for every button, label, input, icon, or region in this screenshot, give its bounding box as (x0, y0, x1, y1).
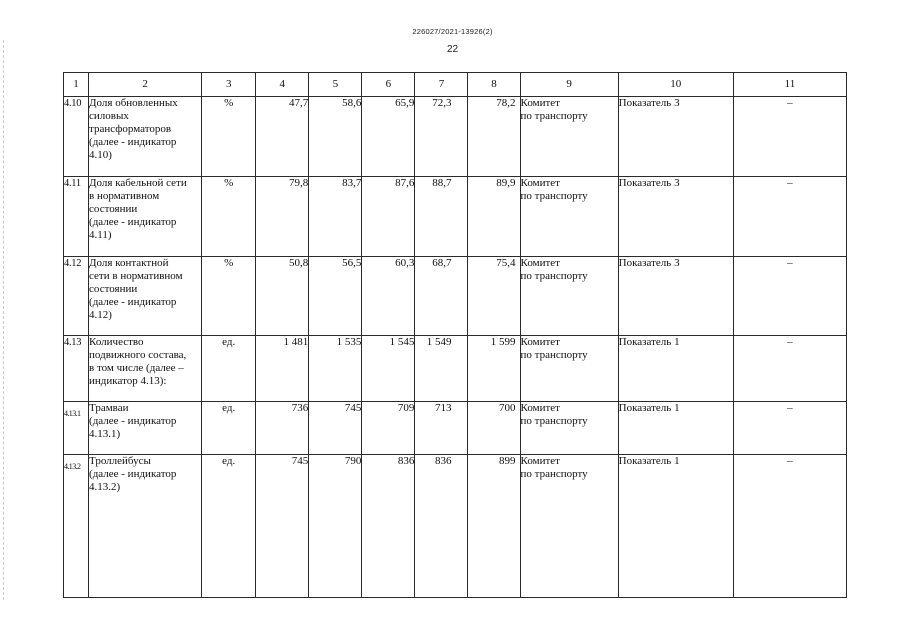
value-col8: 89,9 (468, 177, 520, 257)
column-header: 6 (362, 73, 415, 97)
row-number: 4.13.1 (64, 402, 89, 455)
table-row (64, 257, 847, 336)
indicator-ref: Показатель 1 (618, 336, 733, 402)
indicator-ref: Показатель 3 (618, 97, 733, 177)
column-header: 7 (415, 73, 468, 97)
column-header: 1 (64, 73, 89, 97)
unit: % (202, 257, 256, 336)
responsible: Комитет по транспорту (520, 402, 618, 455)
value-col4: 79,8 (256, 177, 309, 257)
row-number: 4.13.2 (64, 455, 89, 598)
indicator-name: Доля кабельной сети в нормативном состоянии (далее - индикатор 4.11) (89, 177, 202, 257)
indicator-ref: Показатель 1 (618, 402, 733, 455)
indicator-name: Троллейбусы (далее - индикатор 4.13.2) (89, 455, 202, 598)
column-header: 3 (202, 73, 256, 97)
note: – (733, 455, 846, 598)
value-col5: 58,6 (309, 97, 362, 177)
table-row (64, 97, 847, 177)
value-col7: 88,7 (415, 177, 468, 257)
value-col5: 83,7 (309, 177, 362, 257)
responsible: Комитет по транспорту (520, 336, 618, 402)
indicator-name: Доля обновленных силовых трансформаторов (далее - индикатор 4.10) (89, 97, 202, 177)
page-number: 22 (446, 44, 459, 55)
indicator-name: Количество подвижного состава, в том числе (далее – индикатор 4.13): (89, 336, 202, 402)
value-col8: 700 (468, 402, 520, 455)
indicator-ref: Показатель 3 (618, 177, 733, 257)
value-col7: 1 549 (415, 336, 468, 402)
unit: ед. (202, 455, 256, 598)
responsible: Комитет по транспорту (520, 257, 618, 336)
table-row (64, 336, 847, 402)
value-col4: 736 (256, 402, 309, 455)
value-col5: 56,5 (309, 257, 362, 336)
row-number: 4.13 (64, 336, 89, 402)
unit: % (202, 97, 256, 177)
table-row (64, 455, 847, 598)
value-col4: 745 (256, 455, 309, 598)
unit: ед. (202, 402, 256, 455)
document-number: 226027/2021-13926(2) (412, 27, 493, 36)
column-header: 9 (520, 73, 618, 97)
column-header: 4 (256, 73, 309, 97)
note: – (733, 257, 846, 336)
indicator-name: Трамваи (далее - индикатор 4.13.1) (89, 402, 202, 455)
value-col6: 65,9 (362, 97, 415, 177)
note: – (733, 97, 846, 177)
table-header-row (64, 73, 847, 97)
table-row (64, 402, 847, 455)
column-header: 2 (89, 73, 202, 97)
note: – (733, 177, 846, 257)
column-header: 10 (618, 73, 733, 97)
value-col7: 836 (415, 455, 468, 598)
value-col5: 790 (309, 455, 362, 598)
indicator-ref: Показатель 3 (618, 257, 733, 336)
value-col6: 709 (362, 402, 415, 455)
value-col7: 713 (415, 402, 468, 455)
value-col5: 745 (309, 402, 362, 455)
value-col4: 47,7 (256, 97, 309, 177)
note: – (733, 336, 846, 402)
column-header: 5 (309, 73, 362, 97)
value-col8: 78,2 (468, 97, 520, 177)
value-col4: 1 481 (256, 336, 309, 402)
unit: ед. (202, 336, 256, 402)
indicator-name: Доля контактной сети в нормативном состоянии (далее - индикатор 4.12) (89, 257, 202, 336)
responsible: Комитет по транспорту (520, 455, 618, 598)
value-col7: 72,3 (415, 97, 468, 177)
unit: % (202, 177, 256, 257)
note: – (733, 402, 846, 455)
row-number: 4.10 (64, 97, 89, 177)
table-row (64, 177, 847, 257)
indicator-ref: Показатель 1 (618, 455, 733, 598)
column-header: 8 (468, 73, 520, 97)
value-col4: 50,8 (256, 257, 309, 336)
value-col8: 899 (468, 455, 520, 598)
page-edge-line (3, 40, 4, 600)
column-header: 11 (733, 73, 846, 97)
value-col5: 1 535 (309, 336, 362, 402)
responsible: Комитет по транспорту (520, 177, 618, 257)
value-col6: 1 545 (362, 336, 415, 402)
value-col7: 68,7 (415, 257, 468, 336)
indicators-table (63, 72, 847, 598)
row-number: 4.11 (64, 177, 89, 257)
row-number: 4.12 (64, 257, 89, 336)
value-col6: 836 (362, 455, 415, 598)
value-col6: 87,6 (362, 177, 415, 257)
responsible: Комитет по транспорту (520, 97, 618, 177)
value-col8: 1 599 (468, 336, 520, 402)
value-col6: 60,3 (362, 257, 415, 336)
value-col8: 75,4 (468, 257, 520, 336)
